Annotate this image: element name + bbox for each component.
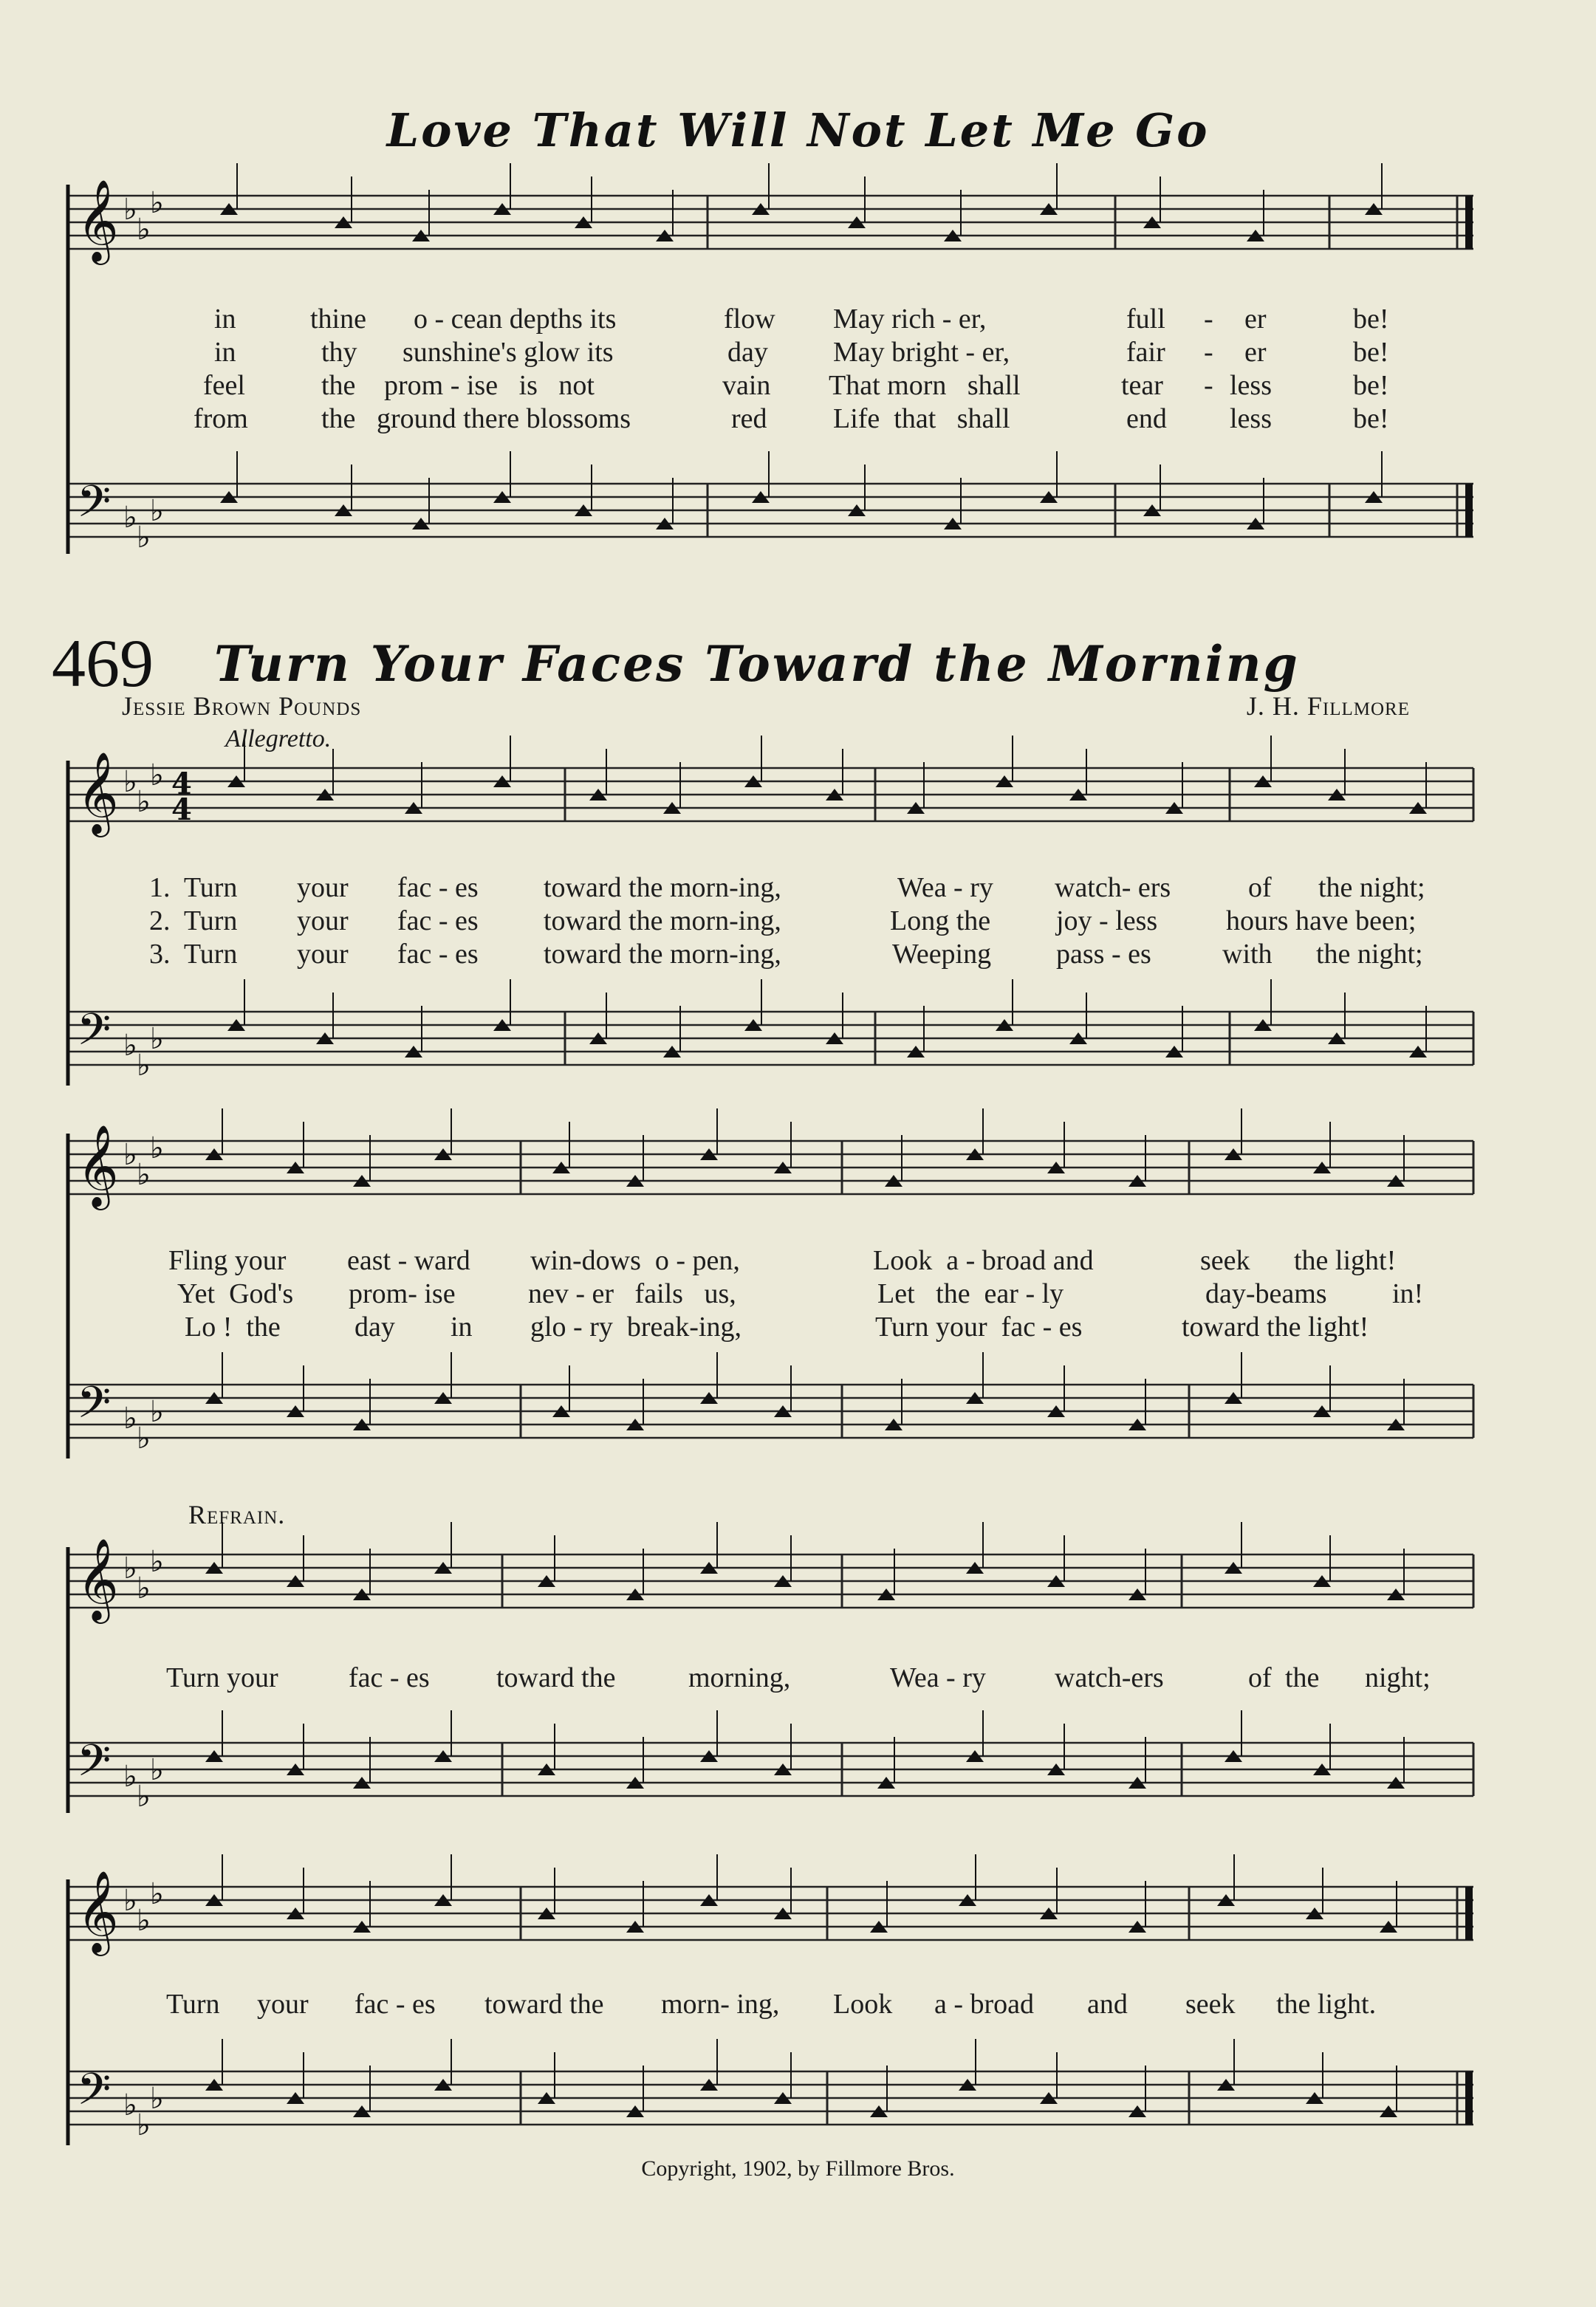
composer-credit: J. H. Fillmore: [1246, 691, 1410, 721]
s2-v3-c: in: [451, 1312, 473, 1343]
r2-a: Turn: [166, 1989, 220, 2020]
refrain-label: Refrain.: [188, 1500, 286, 1529]
bass-clef-icon: 𝄢: [77, 1004, 112, 1066]
lyric-v3-e: That morn shall: [829, 370, 1021, 401]
s1-v2-a: 2. Turn: [149, 905, 238, 936]
s2-v3-e: Turn your fac - es: [875, 1312, 1083, 1343]
s1-v1-e: Wea - ry: [897, 872, 993, 903]
treble-clef-icon: 𝄞: [77, 179, 119, 261]
author-credit: Jessie Brown Pounds: [122, 691, 362, 721]
r2-b: your: [257, 1989, 309, 2020]
treble-clef-icon: 𝄞: [77, 1870, 119, 1953]
lyric-v4-b: the: [321, 403, 356, 434]
lyric-v3-i: be!: [1353, 370, 1389, 401]
s1-v1-g: of: [1248, 872, 1272, 903]
r2-g: a - broad: [934, 1989, 1035, 2020]
hymn-number: 469: [52, 625, 154, 701]
treble-clef-icon: 𝄞: [77, 1538, 119, 1620]
flat-icon: ♭: [150, 2082, 164, 2116]
flat-icon: ♭: [123, 1760, 137, 1794]
lyric-v3-f: tear: [1121, 370, 1163, 401]
lyric-v4-f: end: [1126, 403, 1167, 434]
bass-clef-icon: 𝄢: [77, 1735, 112, 1797]
s2-v2-b: prom- ise: [349, 1278, 456, 1309]
lyric-v4-h: less: [1230, 403, 1272, 434]
lyric-v1-g: -: [1204, 304, 1213, 335]
flat-icon: ♭: [137, 521, 151, 555]
flat-icon: ♭: [123, 1138, 137, 1172]
flat-icon: ♭: [137, 785, 151, 819]
lyric-v3-a: feel: [203, 370, 245, 401]
copyright-notice: Copyright, 1902, by Fillmore Bros.: [641, 2156, 955, 2181]
flat-icon: ♭: [150, 1877, 164, 1911]
lyric-v2-b: thy: [321, 337, 357, 368]
s2-v1-f: the light!: [1294, 1245, 1397, 1276]
bass-clef-icon: 𝄢: [77, 476, 112, 538]
lyric-v3-h: less: [1230, 370, 1272, 401]
s2-v2-a: Yet God's: [177, 1278, 294, 1309]
lyric-v4-d: red: [731, 403, 767, 434]
s1-v3-e: Weeping: [892, 939, 992, 970]
s1-v1-d: toward the morn-ing,: [544, 872, 781, 903]
s1-v2-e: Long the: [890, 905, 991, 936]
s2-v3-d: glo - ry break-ing,: [530, 1312, 742, 1343]
time-signature-treble-lower: 4: [171, 792, 192, 827]
flat-icon: ♭: [150, 494, 164, 528]
lyric-v1-e: May rich - er,: [833, 304, 987, 335]
lyric-v2-h: er: [1244, 337, 1267, 368]
r1-f: watch-ers: [1055, 1662, 1164, 1693]
top-hymn-title: Love That Will Not Let Me Go: [386, 103, 1210, 157]
s1-v3-h: the night;: [1316, 939, 1423, 970]
lyric-v2-f: fair: [1126, 337, 1165, 368]
s2-v3-f: toward the light!: [1182, 1312, 1369, 1343]
s1-v1-a: 1. Turn: [149, 872, 238, 903]
lyric-v1-f: full: [1126, 304, 1165, 335]
lyric-v2-i: be!: [1353, 337, 1389, 368]
s1-v3-f: pass - es: [1056, 939, 1151, 970]
lyric-v1-i: be!: [1353, 304, 1389, 335]
s1-v3-d: toward the morn-ing,: [544, 939, 781, 970]
flat-icon: ♭: [150, 1131, 164, 1165]
s1-v2-c: fac - es: [397, 905, 479, 936]
flat-icon: ♭: [123, 501, 137, 535]
s2-v2-f: in!: [1392, 1278, 1424, 1309]
flat-icon: ♭: [123, 1402, 137, 1436]
flat-icon: ♭: [123, 2088, 137, 2122]
hymn-title: Turn Your Faces Toward the Morning: [214, 635, 1300, 693]
flat-icon: ♭: [137, 213, 151, 247]
s1-v1-f: watch- ers: [1055, 872, 1171, 903]
s1-v2-d: toward the morn-ing,: [544, 905, 781, 936]
lyric-v4-i: be!: [1353, 403, 1389, 434]
flat-icon: ♭: [150, 1545, 164, 1579]
s1-v1-c: fac - es: [397, 872, 479, 903]
r1-b: fac - es: [349, 1662, 430, 1693]
lyric-v2-e: May bright - er,: [833, 337, 1010, 368]
flat-icon: ♭: [123, 193, 137, 227]
flat-icon: ♭: [137, 1780, 151, 1814]
flat-icon: ♭: [137, 1571, 151, 1605]
r1-e: Wea - ry: [890, 1662, 986, 1693]
lyric-v1-c: o - cean depths its: [414, 304, 617, 335]
r1-d: morning,: [688, 1662, 791, 1693]
lyric-v1-h: er: [1244, 304, 1267, 335]
s2-v2-e: day-beams: [1205, 1278, 1327, 1309]
lyric-v4-e: Life that shall: [833, 403, 1010, 434]
s1-v3-a: 3. Turn: [149, 939, 238, 970]
r2-j: the light.: [1276, 1989, 1377, 2020]
lyric-v1-a: in: [214, 304, 236, 335]
flat-icon: ♭: [150, 1753, 164, 1787]
bass-clef-icon: 𝄢: [77, 2063, 112, 2125]
flat-icon: ♭: [137, 1158, 151, 1192]
bass-clef-icon: 𝄢: [77, 1377, 112, 1439]
s1-v3-c: fac - es: [397, 939, 479, 970]
r2-i: seek: [1185, 1989, 1236, 2020]
r2-e: morn- ing,: [661, 1989, 780, 2020]
lyric-v4-a: from: [193, 403, 248, 434]
lyric-v2-d: day: [727, 337, 768, 368]
tempo-marking: Allegretto.: [225, 725, 332, 753]
s1-v2-g: hours have been;: [1226, 905, 1417, 936]
r1-g: of: [1248, 1662, 1272, 1693]
treble-clef-icon: 𝄞: [77, 1124, 119, 1207]
s1-v3-g: with: [1222, 939, 1273, 970]
r2-f: Look: [833, 1989, 893, 2020]
flat-icon: ♭: [150, 1395, 164, 1429]
flat-icon: ♭: [123, 1884, 137, 1918]
r2-c: fac - es: [355, 1989, 436, 2020]
flat-icon: ♭: [150, 1022, 164, 1056]
s1-v1-h: the night;: [1318, 872, 1425, 903]
lyric-v3-c: prom - ise is not: [384, 370, 595, 401]
s1-v1-b: your: [297, 872, 349, 903]
lyric-v4-c: ground there blossoms: [377, 403, 631, 434]
lyric-v1-d: flow: [724, 304, 775, 335]
lyric-v2-a: in: [214, 337, 236, 368]
time-signature-treble: 4: [171, 767, 192, 801]
flat-icon: ♭: [150, 758, 164, 792]
r1-c: toward the: [496, 1662, 616, 1693]
r2-h: and: [1087, 1989, 1128, 2020]
s2-v1-c: win-dows o - pen,: [530, 1245, 740, 1276]
treble-clef-icon: 𝄞: [77, 751, 119, 834]
r1-a: Turn your: [166, 1662, 278, 1693]
s2-v1-d: Look a - broad and: [873, 1245, 1094, 1276]
flat-icon: ♭: [137, 1049, 151, 1083]
s2-v1-b: east - ward: [347, 1245, 470, 1276]
lyric-v3-g: -: [1204, 370, 1213, 401]
s2-v1-a: Fling your: [168, 1245, 287, 1276]
s1-v2-b: your: [297, 905, 349, 936]
lyric-v2-g: -: [1204, 337, 1213, 368]
flat-icon: ♭: [123, 765, 137, 799]
s1-v2-f: joy - less: [1056, 905, 1158, 936]
s2-v3-a: Lo ! the: [185, 1312, 281, 1343]
lyric-v1-b: thine: [310, 304, 366, 335]
flat-icon: ♭: [137, 1422, 151, 1456]
s1-v3-b: your: [297, 939, 349, 970]
r2-d: toward the: [484, 1989, 604, 2020]
flat-icon: ♭: [137, 1904, 151, 1938]
lyric-v3-b: the: [321, 370, 356, 401]
flat-icon: ♭: [150, 186, 164, 220]
r1-i: night;: [1365, 1662, 1431, 1693]
lyric-v2-c: sunshine's glow its: [403, 337, 614, 368]
flat-icon: ♭: [123, 1029, 137, 1063]
flat-icon: ♭: [137, 2108, 151, 2142]
s2-v1-e: seek: [1200, 1245, 1250, 1276]
s2-v2-d: Let the ear - ly: [877, 1278, 1064, 1309]
lyric-v3-d: vain: [722, 370, 771, 401]
s2-v3-b: day: [355, 1312, 395, 1343]
flat-icon: ♭: [123, 1552, 137, 1586]
s2-v2-c: nev - er fails us,: [528, 1278, 736, 1309]
r1-h: the: [1285, 1662, 1320, 1693]
